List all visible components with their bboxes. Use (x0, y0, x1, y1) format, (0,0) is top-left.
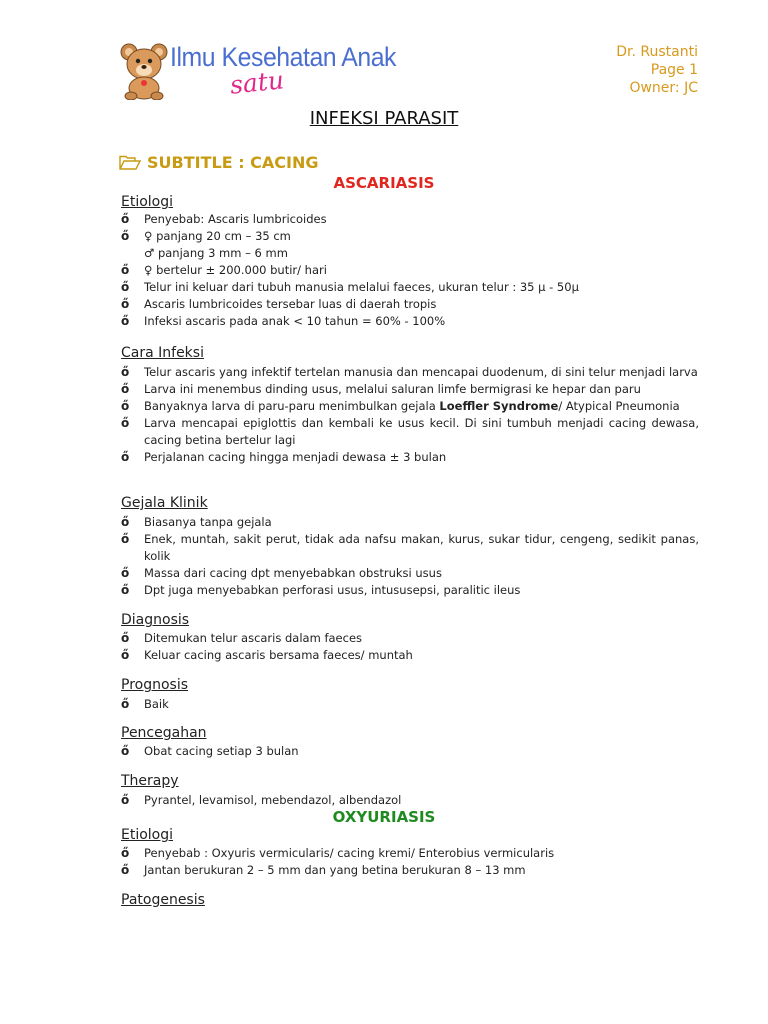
bullet: ő (121, 846, 130, 860)
bullet: ő (121, 280, 130, 294)
list-item: ő Telur ini keluar dari tubuh manusia melalui faeces, ukuran telur : 35 µ - 50µ (121, 280, 579, 294)
list-item: ő Larva ini menembus dinding usus, melalui saluran limfe bermigrasi ke hepar dan paru (121, 382, 641, 396)
bullet: ő (121, 648, 130, 662)
list-item: ő Pyrantel, levamisol, mebendazol, albendazol (121, 793, 402, 807)
header-info (616, 43, 698, 97)
section-heading-ascariasis: ASCARIASIS (333, 174, 435, 192)
heading-diagnosis: Diagnosis (121, 612, 190, 628)
list-item: ő Jantan berukuran 2 – 5 mm dan yang betina berukuran 8 – 13 mm (121, 863, 526, 877)
bullet: ő (121, 450, 130, 464)
bullet: ő (121, 863, 130, 877)
list-item: ő Penyebab : Oxyuris vermicularis/ cacing kremi/ Enterobius vermicularis (121, 846, 555, 860)
list-item: ő Telur ascaris yang infektif tertelan manusia dan mencapai duodenum, di sini telur menjadi larva (121, 365, 698, 379)
heading-etiologi: Etiologi (121, 194, 174, 210)
list-item: ő Larva mencapai epiglottis dan kembali ke usus kecil. Di sini tumbuh menjadi cacing dewasa, cacing betina bertelur lagi (121, 416, 699, 447)
bullet: ő (121, 229, 130, 243)
list-item: ő Keluar cacing ascaris bersama faeces/ muntah (121, 648, 413, 662)
list-item: ő Obat cacing setiap 3 bulan (121, 744, 299, 758)
page-number: Page 1 (650, 62, 698, 78)
list-item: ♂ panjang 3 mm – 6 mm (144, 246, 288, 260)
subtitle (119, 153, 319, 172)
heading-gejala-klinik: Gejala Klinik (121, 495, 208, 511)
bullet: ő (121, 399, 130, 413)
list-item: ő Banyaknya larva di paru-paru menimbulkan gejala Loeffler Syndrome/ Atypical Pneumonia (121, 399, 680, 413)
list-gejala-klinik (121, 514, 699, 599)
list-item: ő Dpt juga menyebabkan perforasi usus, intususepsi, paralitic ileus (121, 583, 521, 597)
list-item: ő Perjalanan cacing hingga menjadi dewasa ± 3 bulan (121, 450, 447, 464)
heading-cara-infeksi: Cara Infeksi (121, 345, 204, 361)
bullet: ő (121, 532, 130, 546)
list-item: ő Penyebab: Ascaris lumbricoides (121, 212, 327, 226)
list-item: ő Ascaris lumbricoides tersebar luas di daerah tropis (121, 297, 437, 311)
bullet: ő (121, 515, 130, 529)
section-heading-oxyuriasis: OXYURIASIS (332, 808, 436, 826)
logo-subtitle: satu (228, 65, 286, 100)
heading-therapy: Therapy (121, 773, 179, 789)
list-etiologi (121, 211, 699, 330)
bullet: ő (121, 297, 130, 311)
bullet: ő (121, 793, 130, 807)
bullet: ő (121, 416, 130, 430)
bullet: ő (121, 382, 130, 396)
list-item: ő ♀ bertelur ± 200.000 butir/ hari (121, 263, 327, 277)
list-etiologi-oxyuriasis (121, 845, 699, 879)
bullet: ő (121, 212, 130, 226)
bullet: ő (121, 631, 130, 645)
list-item: ő Enek, muntah, sakit perut, tidak ada nafsu makan, kurus, sukar tidur, cengeng, sedikit panas, kolik (121, 532, 699, 563)
bullet: ő (121, 566, 130, 580)
loeffler-syndrome: Loeffler Syndrome (439, 399, 559, 413)
list-diagnosis (121, 630, 699, 664)
list-item: ő ♀ panjang 20 cm – 35 cm (121, 229, 291, 243)
teddy-bear-logo-icon (118, 40, 170, 100)
list-prognosis (121, 696, 699, 713)
document-title: INFEKSI PARASIT (309, 108, 459, 129)
bullet: ő (121, 263, 130, 277)
bullet: ő (121, 314, 130, 328)
heading-etiologi-oxyuriasis: Etiologi (121, 827, 174, 843)
subtitle-text: SUBTITLE : CACING (147, 153, 319, 172)
list-item: ő Biasanya tanpa gejala (121, 515, 272, 529)
bullet: ő (121, 365, 130, 379)
list-therapy (121, 792, 699, 809)
logo (118, 38, 397, 106)
list-pencegahan (121, 743, 699, 760)
bullet: ő (121, 744, 130, 758)
heading-prognosis: Prognosis (121, 677, 189, 693)
list-cara-infeksi (121, 364, 699, 466)
list-item: ő Baik (121, 697, 169, 711)
folder-icon (119, 155, 141, 170)
heading-pencegahan: Pencegahan (121, 725, 207, 741)
list-item: ő Ditemukan telur ascaris dalam faeces (121, 631, 363, 645)
author: Dr. Rustanti (616, 44, 698, 60)
bullet: ő (121, 583, 130, 597)
heading-patogenesis: Patogenesis (121, 892, 205, 908)
list-item: ő Massa dari cacing dpt menyebabkan obstruksi usus (121, 566, 442, 580)
logo-title: Ilmu Kesehatan Anak (170, 42, 397, 72)
list-item: ő Infeksi ascaris pada anak < 10 tahun = 60% - 100% (121, 314, 446, 328)
owner: Owner: JC (629, 80, 698, 96)
bullet: ő (121, 697, 130, 711)
